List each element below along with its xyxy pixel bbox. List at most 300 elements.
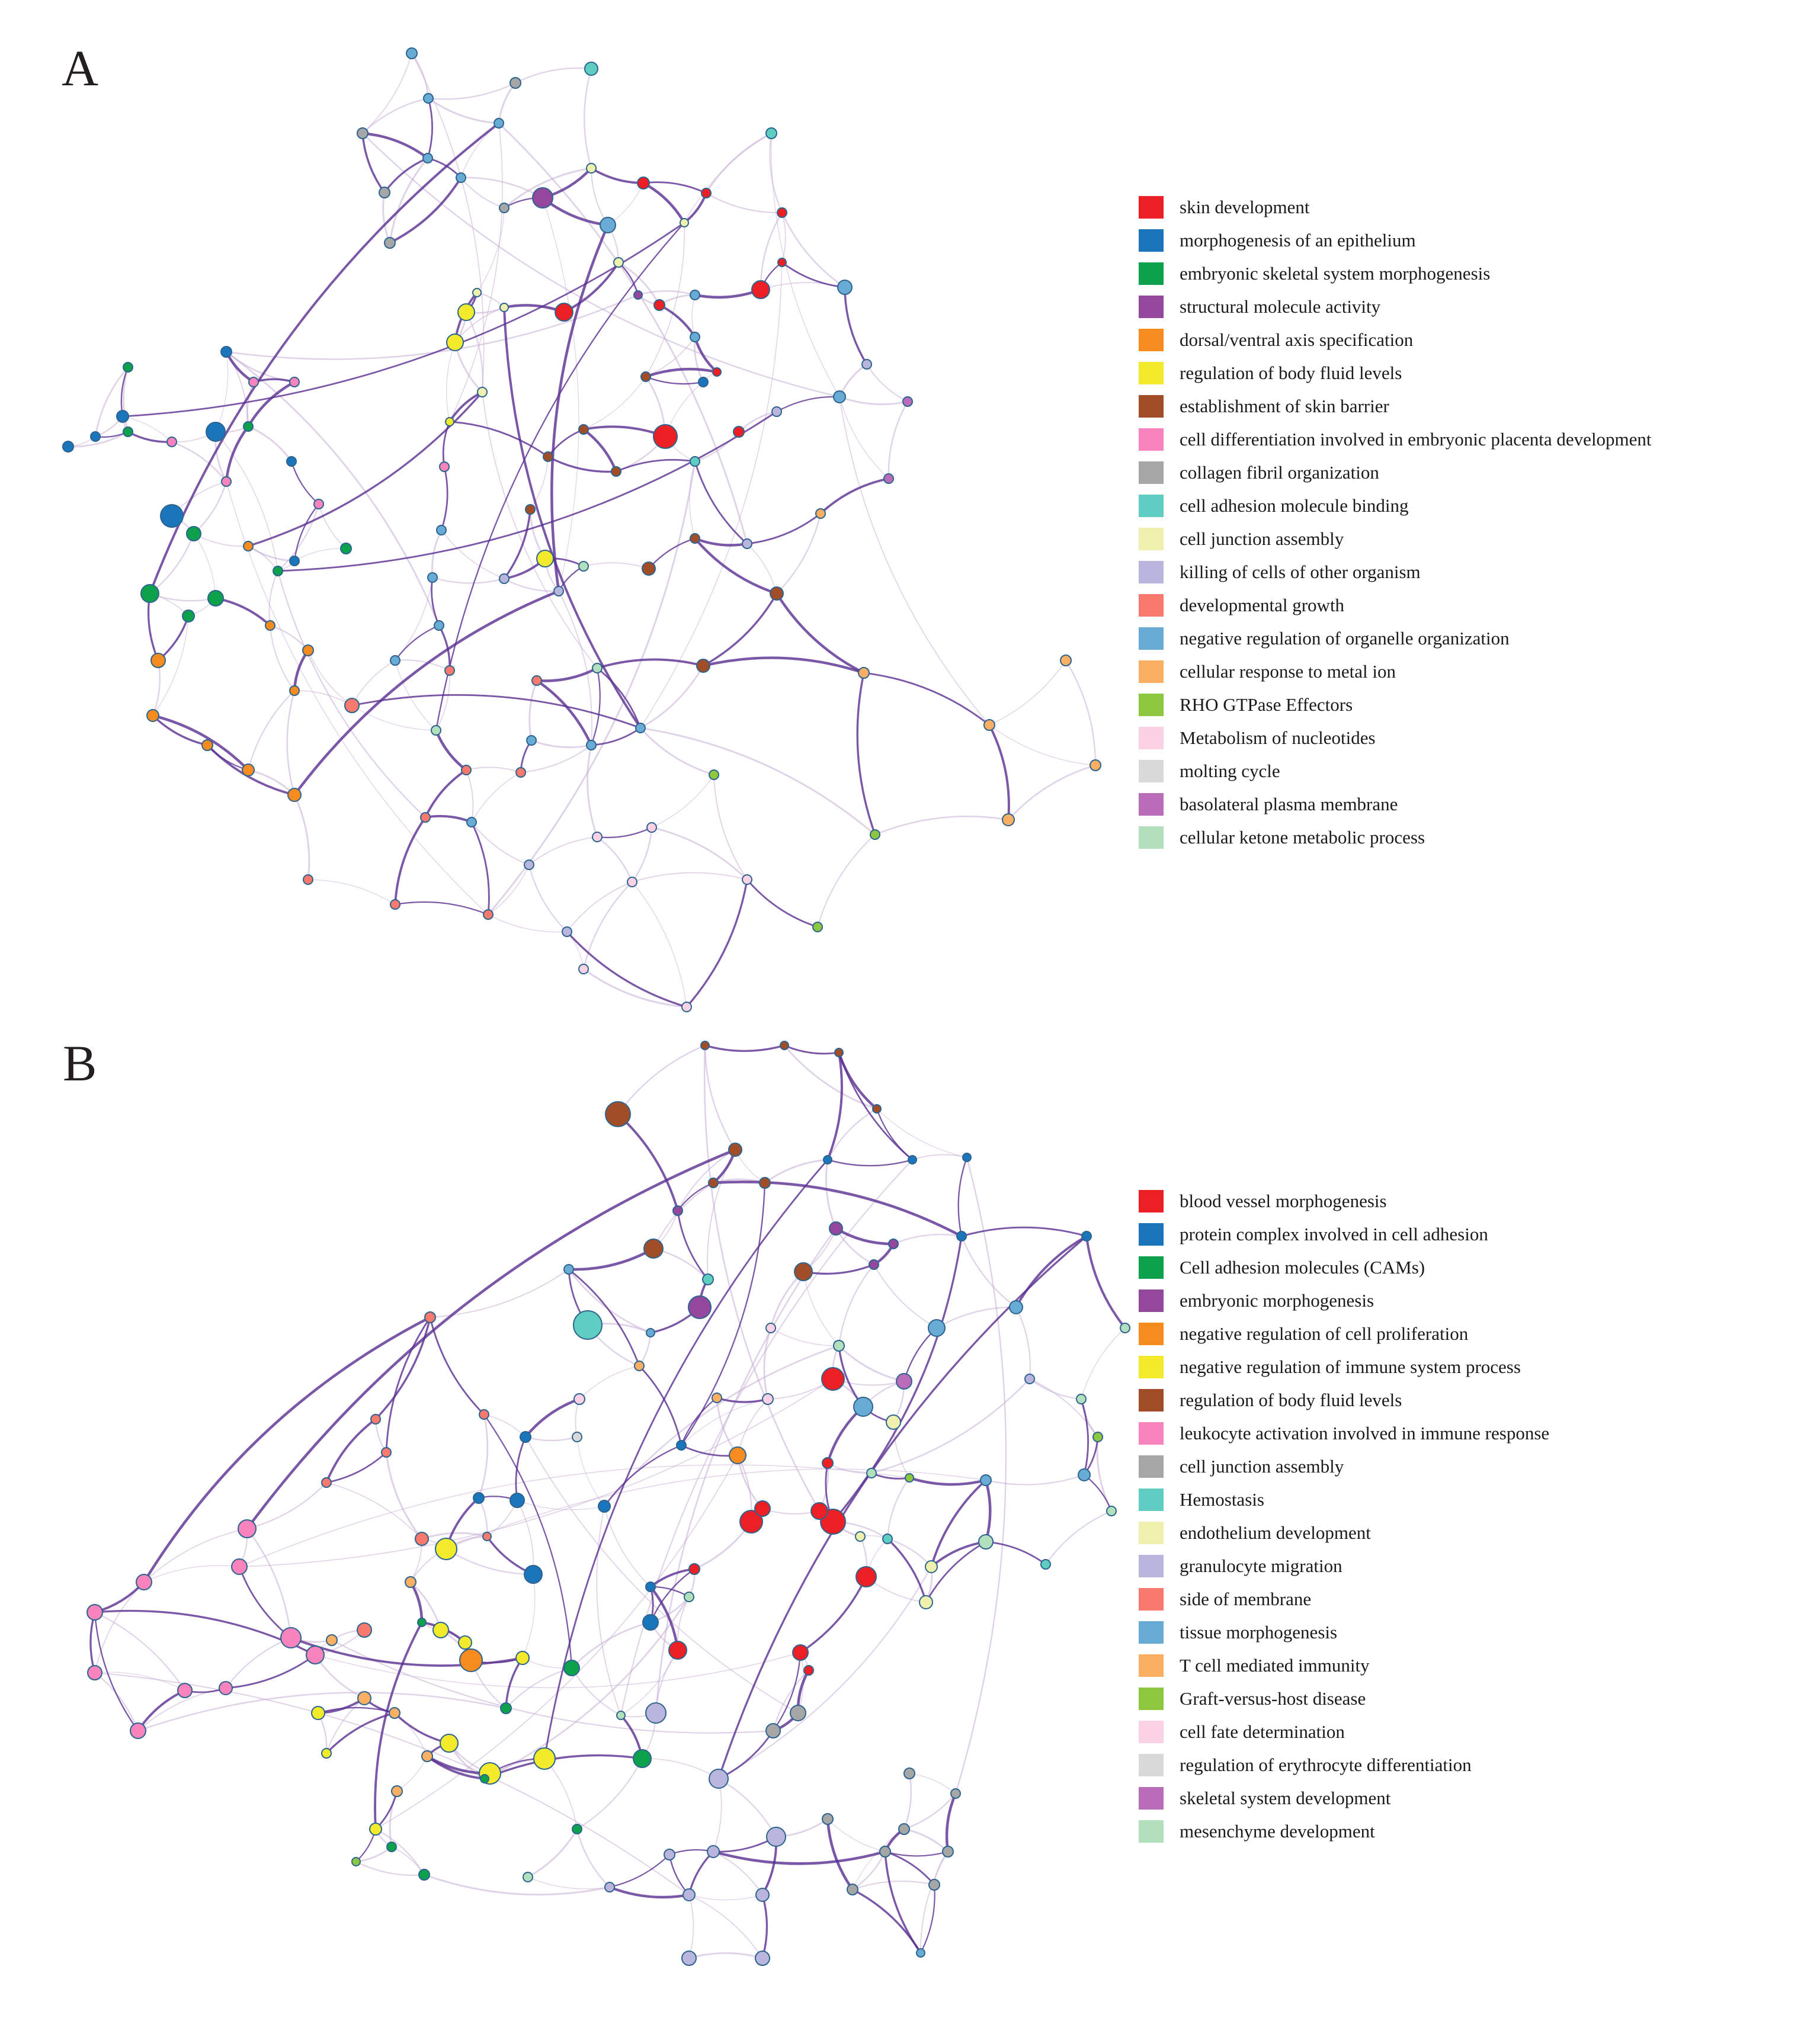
legend-swatch bbox=[1139, 1389, 1164, 1412]
network-node bbox=[917, 1949, 925, 1957]
network-node bbox=[598, 1500, 610, 1512]
legend-label: Hemostasis bbox=[1180, 1489, 1264, 1510]
network-edge bbox=[425, 770, 466, 817]
network-edge bbox=[326, 1419, 376, 1483]
legend-item bbox=[1139, 1550, 1814, 1583]
network-edge bbox=[591, 168, 643, 183]
network-edge bbox=[719, 1567, 931, 1779]
network-edge bbox=[684, 193, 706, 223]
network-edge bbox=[248, 426, 291, 461]
network-node bbox=[242, 764, 254, 776]
network-node bbox=[614, 258, 623, 267]
legend-label: establishment of skin barrier bbox=[1180, 395, 1389, 416]
network-node bbox=[822, 1368, 844, 1390]
network-edge bbox=[567, 882, 632, 932]
legend-swatch bbox=[1139, 760, 1164, 782]
legend-item bbox=[1139, 1649, 1814, 1682]
network-edge bbox=[472, 772, 521, 822]
network-edge bbox=[158, 616, 188, 660]
network-edge bbox=[128, 432, 172, 442]
network-node bbox=[473, 288, 481, 297]
network-edge bbox=[521, 745, 591, 772]
network-node bbox=[635, 1361, 644, 1371]
network-node bbox=[712, 1393, 722, 1403]
network-node bbox=[303, 875, 313, 884]
network-node bbox=[637, 177, 649, 189]
network-edge bbox=[909, 1773, 956, 1794]
network-node bbox=[564, 1265, 573, 1274]
network-edge bbox=[484, 1414, 526, 1437]
legend-item bbox=[1139, 357, 1814, 390]
network-node bbox=[290, 556, 299, 566]
network-node bbox=[306, 1646, 324, 1664]
network-node bbox=[206, 422, 225, 441]
network-node bbox=[858, 668, 869, 678]
network-edge bbox=[315, 1653, 800, 1688]
legend-panel-a bbox=[1139, 191, 1814, 854]
network-edge bbox=[123, 223, 684, 416]
network-edge bbox=[226, 482, 488, 915]
network-node bbox=[855, 1532, 865, 1541]
network-node bbox=[951, 1789, 960, 1798]
network-node bbox=[579, 562, 588, 571]
network-node bbox=[273, 566, 283, 576]
network-edge bbox=[397, 1756, 427, 1791]
network-edge bbox=[610, 1855, 669, 1887]
network-edge bbox=[446, 1469, 986, 1549]
network-node bbox=[701, 188, 711, 198]
network-node bbox=[813, 922, 822, 932]
network-edge bbox=[1016, 1236, 1087, 1307]
network-edge bbox=[479, 1414, 488, 1498]
network-edge bbox=[656, 1228, 836, 1713]
legend-swatch bbox=[1139, 1323, 1164, 1345]
network-edge bbox=[1016, 1307, 1030, 1379]
network-node bbox=[770, 587, 783, 600]
network-node bbox=[688, 1296, 711, 1319]
network-node bbox=[208, 591, 223, 606]
network-edge bbox=[904, 1829, 948, 1852]
network-edge bbox=[828, 1053, 842, 1160]
network-edge bbox=[248, 546, 294, 561]
network-edge bbox=[569, 1249, 653, 1269]
network-node bbox=[654, 300, 665, 310]
network-node bbox=[703, 1274, 713, 1285]
network-node bbox=[790, 1705, 806, 1721]
network-edge bbox=[584, 563, 649, 569]
network-node bbox=[555, 303, 573, 321]
network-edge bbox=[839, 1346, 904, 1381]
network-node bbox=[707, 1846, 719, 1858]
network-node bbox=[634, 291, 642, 299]
network-node bbox=[767, 1827, 786, 1846]
legend-label: mesenchyme development bbox=[1180, 1820, 1375, 1842]
network-node bbox=[884, 474, 893, 483]
network-node bbox=[418, 1618, 426, 1627]
legend-label: dorsal/ventral axis specification bbox=[1180, 329, 1414, 350]
legend-label: cell fate determination bbox=[1180, 1721, 1345, 1742]
network-edge bbox=[482, 392, 597, 668]
network-edge bbox=[567, 932, 584, 969]
legend-label: molting cycle bbox=[1180, 760, 1280, 781]
network-node bbox=[352, 1858, 360, 1866]
network-edge bbox=[278, 571, 425, 817]
network-edge bbox=[703, 594, 777, 666]
network-node bbox=[690, 457, 700, 466]
network-edge bbox=[597, 837, 632, 882]
legend-swatch bbox=[1139, 1754, 1164, 1776]
legend-label: regulation of body fluid levels bbox=[1180, 362, 1402, 383]
network-node bbox=[822, 1814, 833, 1824]
network-edge bbox=[646, 369, 717, 377]
legend-item bbox=[1139, 1616, 1814, 1649]
network-edge bbox=[428, 98, 432, 158]
network-node bbox=[88, 1666, 102, 1680]
network-node bbox=[456, 173, 466, 182]
network-node bbox=[697, 659, 710, 672]
network-edge bbox=[383, 193, 390, 243]
network-edge bbox=[356, 1862, 424, 1875]
network-node bbox=[1002, 814, 1014, 826]
network-node bbox=[925, 1561, 937, 1573]
network-edge bbox=[504, 509, 530, 579]
legend-label: tissue morphogenesis bbox=[1180, 1621, 1338, 1643]
legend-swatch bbox=[1139, 1555, 1164, 1577]
legend-label: granulocyte migration bbox=[1180, 1555, 1342, 1576]
network-node bbox=[928, 1320, 945, 1336]
network-node bbox=[905, 1474, 914, 1482]
legend-label: negative regulation of organelle organization bbox=[1180, 627, 1510, 649]
network-edge bbox=[1081, 1399, 1088, 1475]
network-edge bbox=[239, 1465, 909, 1567]
network-edge bbox=[392, 1847, 424, 1875]
network-edge bbox=[643, 183, 684, 223]
legend-swatch bbox=[1139, 1422, 1164, 1445]
network-node bbox=[778, 258, 786, 267]
network-node bbox=[384, 238, 395, 248]
network-node bbox=[585, 62, 598, 75]
network-edge bbox=[632, 827, 652, 882]
network-node bbox=[664, 1849, 675, 1860]
network-edge bbox=[695, 461, 747, 544]
network-edge bbox=[153, 716, 207, 745]
legend-swatch bbox=[1139, 1190, 1164, 1212]
network-node bbox=[646, 1582, 655, 1592]
network-node bbox=[752, 281, 770, 299]
legend-label: collagen fibril organization bbox=[1180, 461, 1379, 483]
network-edge bbox=[885, 1852, 934, 1885]
network-node bbox=[572, 1432, 582, 1442]
network-edge bbox=[529, 865, 567, 932]
legend-label: killing of cells of other organism bbox=[1180, 561, 1421, 582]
network-node bbox=[424, 94, 433, 103]
network-edge bbox=[887, 1478, 909, 1539]
network-node bbox=[151, 653, 165, 668]
network-edge bbox=[887, 1539, 931, 1567]
network-edge bbox=[1081, 1328, 1125, 1399]
network-edge bbox=[803, 1265, 874, 1273]
network-node bbox=[963, 1153, 971, 1162]
network-edge bbox=[425, 816, 472, 822]
network-edge bbox=[523, 1574, 535, 1658]
network-edge bbox=[904, 1773, 911, 1829]
panel-a-label: A bbox=[62, 40, 99, 97]
network-edge bbox=[618, 1045, 705, 1114]
network-node bbox=[682, 1951, 696, 1965]
network-node bbox=[816, 509, 825, 518]
network-node bbox=[370, 1823, 382, 1835]
panel-b-label: B bbox=[63, 1035, 97, 1092]
legend-swatch bbox=[1139, 660, 1164, 683]
network-node bbox=[605, 1102, 630, 1127]
network-edge bbox=[604, 1445, 681, 1506]
network-node bbox=[904, 1768, 915, 1779]
network-edge bbox=[466, 767, 521, 772]
network-node bbox=[500, 303, 508, 312]
network-edge bbox=[430, 1317, 484, 1414]
network-node bbox=[527, 736, 536, 745]
network-edge bbox=[610, 1887, 689, 1897]
nodes-layer bbox=[87, 1041, 1130, 1965]
network-node bbox=[187, 527, 201, 541]
network-node bbox=[357, 1623, 371, 1637]
legend-item bbox=[1139, 1682, 1814, 1715]
network-edge bbox=[194, 534, 248, 546]
network-edge bbox=[395, 902, 488, 915]
network-edge bbox=[986, 1480, 990, 1542]
network-node bbox=[835, 1048, 843, 1057]
network-node bbox=[701, 1041, 709, 1050]
legend-label: morphogenesis of an epithelium bbox=[1180, 229, 1416, 251]
network-edge bbox=[248, 770, 294, 795]
network-edge bbox=[577, 1759, 642, 1829]
network-node bbox=[117, 410, 129, 422]
network-node bbox=[147, 710, 159, 721]
legend-label: cellular response to metal ion bbox=[1180, 660, 1396, 682]
network-node bbox=[641, 372, 651, 381]
network-node bbox=[636, 723, 645, 733]
network-edge bbox=[857, 673, 875, 835]
network-node bbox=[908, 1156, 917, 1164]
network-edge bbox=[194, 482, 226, 534]
network-edge bbox=[424, 1875, 610, 1895]
network-node bbox=[677, 1441, 686, 1450]
network-edge bbox=[466, 770, 473, 822]
network-node bbox=[605, 1882, 614, 1892]
network-edge bbox=[412, 53, 428, 98]
network-node bbox=[533, 188, 553, 208]
network-node bbox=[587, 163, 596, 173]
network-node bbox=[63, 441, 73, 452]
network-edge bbox=[784, 1045, 877, 1109]
network-node bbox=[643, 1615, 658, 1630]
network-node bbox=[644, 1239, 663, 1258]
network-node bbox=[1120, 1323, 1130, 1333]
legend-swatch bbox=[1139, 1654, 1164, 1677]
network-node bbox=[232, 1559, 247, 1574]
network-node bbox=[281, 1628, 301, 1648]
network-node bbox=[896, 1374, 912, 1389]
legend-item bbox=[1139, 1450, 1814, 1483]
network-edge bbox=[669, 1850, 713, 1855]
network-edge bbox=[989, 660, 1066, 725]
network-edge bbox=[597, 659, 703, 668]
network-edge bbox=[803, 1272, 839, 1346]
network-node bbox=[288, 788, 301, 801]
network-edge bbox=[689, 1895, 693, 1958]
legend-swatch bbox=[1139, 1688, 1164, 1710]
network-node bbox=[867, 1468, 876, 1478]
legend-swatch bbox=[1139, 1787, 1164, 1810]
network-edge bbox=[395, 1713, 427, 1756]
network-edge bbox=[488, 461, 695, 915]
legend-label: embryonic skeletal system morphogenesis bbox=[1180, 262, 1491, 284]
network-node bbox=[433, 1622, 448, 1638]
network-edge bbox=[591, 168, 608, 225]
legend-item bbox=[1139, 1317, 1814, 1350]
network-node bbox=[345, 698, 359, 713]
network-node bbox=[834, 1340, 844, 1351]
network-node bbox=[981, 1475, 991, 1486]
network-node bbox=[523, 1872, 533, 1882]
network-node bbox=[1082, 1231, 1091, 1241]
network-edge bbox=[395, 817, 425, 904]
legend-label: Graft-versus-host disease bbox=[1180, 1688, 1366, 1709]
network-panel-a bbox=[0, 0, 1138, 1042]
network-node bbox=[592, 832, 602, 842]
network-edge bbox=[956, 1157, 1006, 1794]
network-node bbox=[709, 1178, 718, 1188]
network-node bbox=[382, 1448, 391, 1457]
network-node bbox=[698, 377, 708, 387]
legend-swatch bbox=[1139, 1721, 1164, 1743]
network-panel-b bbox=[0, 995, 1138, 2021]
network-node bbox=[762, 1394, 773, 1404]
legend-swatch bbox=[1139, 594, 1164, 617]
network-edge bbox=[517, 1500, 533, 1574]
network-node bbox=[856, 1567, 876, 1587]
network-node bbox=[653, 425, 677, 448]
network-edge bbox=[706, 193, 782, 213]
network-node bbox=[303, 645, 313, 656]
network-edge bbox=[395, 578, 432, 660]
legend-swatch bbox=[1139, 196, 1164, 219]
network-edge bbox=[543, 198, 579, 591]
network-node bbox=[869, 1260, 879, 1269]
legend-item bbox=[1139, 1185, 1814, 1218]
network-edge bbox=[597, 827, 652, 838]
network-edge bbox=[678, 1211, 708, 1279]
legend-item bbox=[1139, 323, 1814, 357]
network-edge bbox=[784, 1045, 839, 1054]
network-node bbox=[617, 1711, 625, 1720]
network-node bbox=[524, 1566, 542, 1583]
network-edge bbox=[845, 287, 867, 364]
network-edge bbox=[294, 691, 352, 705]
network-node bbox=[379, 187, 390, 198]
network-node bbox=[526, 505, 535, 514]
network-edge bbox=[877, 1109, 967, 1157]
network-node bbox=[91, 432, 100, 441]
network-node bbox=[755, 1501, 770, 1516]
network-edge bbox=[446, 1549, 533, 1574]
legend-item bbox=[1139, 1251, 1814, 1284]
network-node bbox=[516, 768, 526, 777]
network-node bbox=[459, 1636, 472, 1649]
network-edge bbox=[591, 668, 600, 745]
legend-item bbox=[1139, 1384, 1814, 1417]
network-edge bbox=[771, 1328, 839, 1346]
legend-label: developmental growth bbox=[1180, 594, 1345, 615]
network-node bbox=[440, 1734, 458, 1752]
network-node bbox=[423, 153, 432, 163]
network-edge bbox=[1066, 660, 1095, 765]
network-edge bbox=[889, 402, 908, 479]
network-edge bbox=[441, 530, 504, 579]
network-node bbox=[766, 128, 777, 139]
network-node bbox=[633, 1750, 651, 1767]
network-edge bbox=[853, 1829, 904, 1890]
legend-label: Cell adhesion molecules (CAMs) bbox=[1180, 1256, 1425, 1278]
network-edge bbox=[395, 625, 439, 660]
network-node bbox=[440, 462, 449, 471]
legend-item bbox=[1139, 1284, 1814, 1317]
network-node bbox=[421, 813, 430, 822]
network-node bbox=[822, 1458, 833, 1468]
network-edge bbox=[646, 377, 703, 384]
network-node bbox=[579, 425, 588, 434]
network-edge bbox=[761, 213, 782, 290]
network-edge bbox=[937, 1307, 1016, 1328]
network-node bbox=[811, 1503, 828, 1519]
network-edge bbox=[689, 1953, 762, 1958]
network-edge bbox=[352, 705, 436, 730]
network-edge bbox=[363, 53, 412, 133]
network-node bbox=[847, 1884, 858, 1895]
legend-swatch bbox=[1139, 1223, 1164, 1246]
legend-item bbox=[1139, 655, 1814, 688]
network-node bbox=[532, 676, 541, 685]
network-edge bbox=[782, 213, 845, 287]
network-node bbox=[689, 1564, 700, 1574]
network-edge bbox=[989, 725, 1095, 765]
network-node bbox=[766, 1724, 780, 1738]
network-node bbox=[838, 280, 852, 294]
network-node bbox=[1078, 1469, 1090, 1481]
legend-item bbox=[1139, 191, 1814, 224]
legend-swatch bbox=[1139, 627, 1164, 650]
legend-swatch bbox=[1139, 262, 1164, 285]
network-edge bbox=[376, 1791, 397, 1829]
network-edge bbox=[1030, 1379, 1081, 1399]
nodes-layer bbox=[63, 48, 1101, 1012]
network-node bbox=[829, 1222, 842, 1235]
legend-label: blood vessel morphogenesis bbox=[1180, 1190, 1387, 1211]
network-node bbox=[713, 368, 721, 376]
network-node bbox=[793, 1645, 808, 1660]
legend-item bbox=[1139, 1516, 1814, 1550]
network-edge bbox=[826, 1160, 836, 1228]
legend-swatch bbox=[1139, 826, 1164, 849]
network-edge bbox=[294, 795, 309, 880]
network-edge bbox=[226, 352, 439, 625]
network-edge bbox=[875, 816, 1008, 835]
network-node bbox=[627, 877, 637, 887]
network-edge bbox=[526, 1437, 577, 1441]
network-edge bbox=[430, 1269, 569, 1317]
network-node bbox=[520, 1432, 531, 1442]
network-edge bbox=[777, 514, 821, 594]
